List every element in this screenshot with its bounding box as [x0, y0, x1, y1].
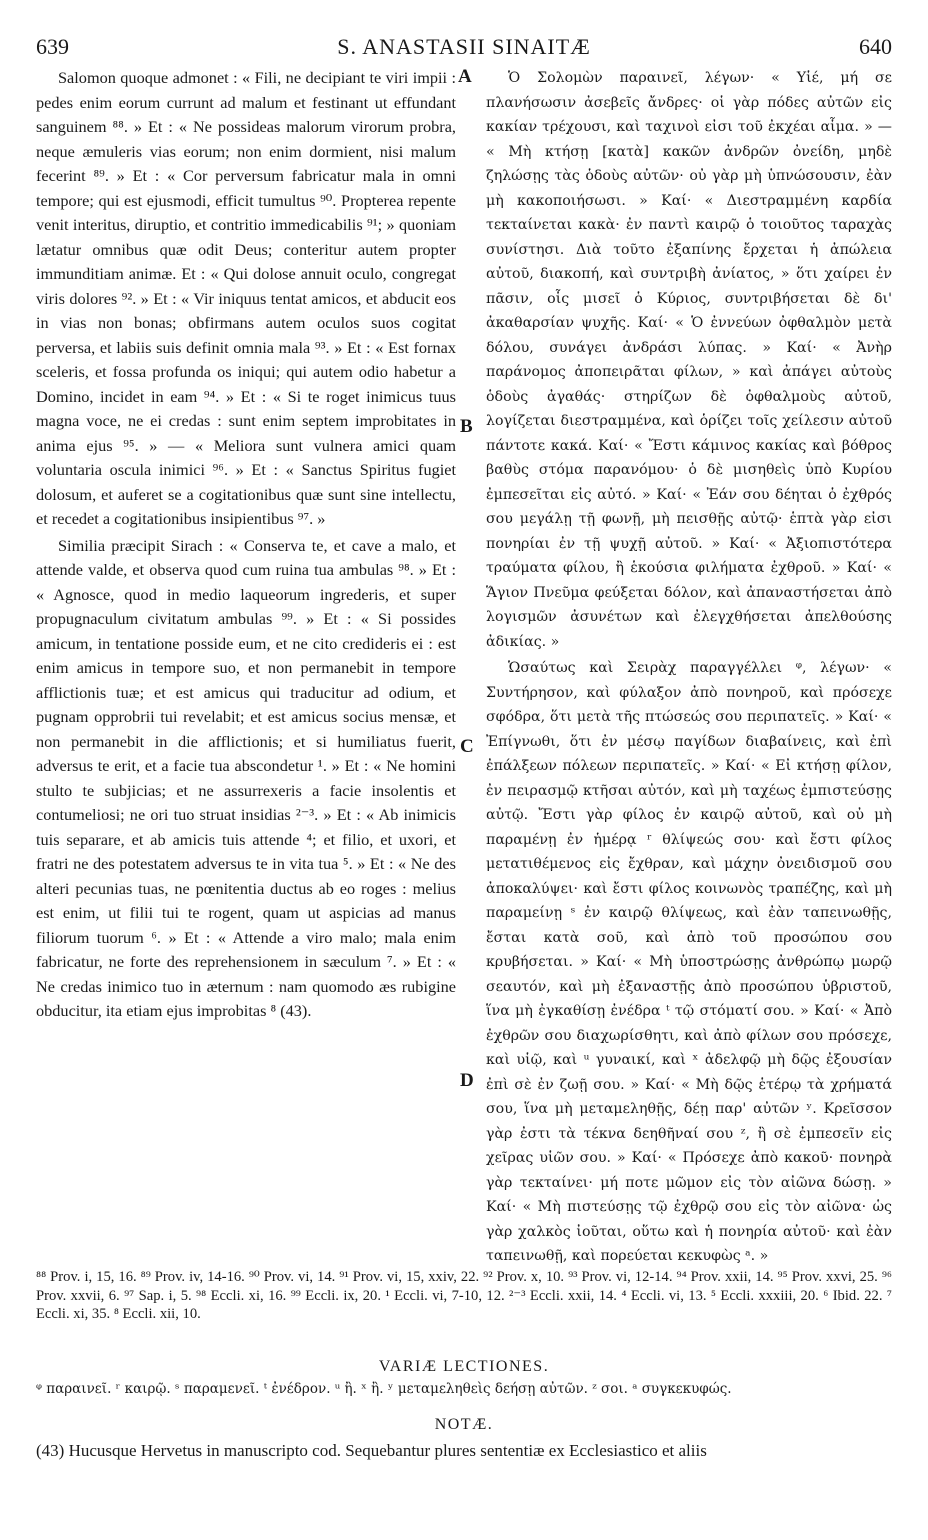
greek-paragraph-1: Ὁ Σολομὼν παραινεῖ, λέγων· « Υἱέ, μή σε πλανήσωσιν ἀσεβεῖς ἄνδρες· οἱ γὰρ πόδες αὐτῶν εἰς κακίαν τρέχουσι, καὶ ταχινοὶ εἰσι τοῦ ἐκχέαι αἷμα. » — « Μὴ κτήσῃ [κατὰ] κακῶν ἀνδρῶν ὀνείδη, μηδὲ ζηλώσῃς τὰς ὁδοὺς αὐτῶν· οὐ γὰρ μὴ ὑπνώσουσιν, ἐὰν μὴ κακοποιήσωσι. » Καί· « Διεστραμμένη καρδία τεκταίνεται κακὰ· ἐν παντὶ καιρῷ ὁ τοιοῦτος ταραχὰς συνίστησι. Διὰ τοῦτο ἐξαπίνης ἔρχεται ἡ ἀπώλεια αὐτοῦ, διακοπή, καὶ συντριβὴ ἀνίατος, » ὅτι χαίρει ἐν πᾶσιν, οἷς μισεῖ ὁ Κύριος, συντριβήσεται δὲ δι' ἀκαθαρσίαν ψυχῆς. Καί· « Ὁ ἐννεύων ὀφθαλμὸν μετὰ δόλου, συνάγει ἀνδράσι λύπας. » Καί· « Ἀνὴρ παράνομος ἀποπειρᾶται φίλων, » καὶ ἀπάγει αὐτοὺς ὁδοὺς ἀγαθάς· στηρίζων δὲ ὀφθαλμοὺς αὐτοῦ, λογίζεται διεστραμμένα, καὶ ὁρίζει τοῖς χείλεσιν αὐτοῦ πάντοτε κακά. Καί· « Ἔστι κάμινος κακίας καὶ βόθρος βαθὺς στόμα παρανόμου· ὁ δὲ μισηθεὶς ὑπὸ Κυρίου ἐμπεσεῖται εἰς αὐτό. » Καί· « Ἐάν σου δέηται ὁ ἐχθρός σου μεγάλῃ τῇ φωνῇ, μὴ πεισθῇς αὐτῷ· ἑπτὰ γὰρ εἰσι πονηρίαι ἐν τῇ ψυχῇ αὐτοῦ. » Καί· « Ἀξιοπιστότερα τραύματα φίλου, ἢ ἑκούσια φιλήματα ἐχθροῦ. » Καί· « Ἅγιον Πνεῦμα φεύξεται δόλον, καὶ ἀπαναστήσεται ἀπὸ λογισμῶν ἀσυνέτων καὶ ἐλεγχθήσεται ἀπελθούσης ἀδικίας. » [486, 70, 892, 650]
greek-column [486, 66, 892, 1269]
latin-paragraph-2: Similia præcipit Sirach : « Conserva te, et cave a malo, et attende valde, et observa quod cum ruina tua ambulas ⁹⁸. » Et : « Agnosce, quod in medio laqueorum ingrederis, et super propugnaculum civitatum ambulas ⁹⁹. » Et : « Si possides amicum, in tentatione posside eum, et ne cito credideris ei : est enim amicus in tempore suo, et non permanebit in tempore afflictionis tuæ; et est amicus qui traducitur ad odium, et pugnam opprobrii tui revelabit; et est amicus socius mensæ, et non permanebit in die afflictionis; et si humiliatus fuerit, adversus te erit, et a facie tua abscondetur ¹. » Et : « Ne homini stulto te subjicias; et ne assurrexeris a facie insolentis et contumeliosi; ne ori tuo struat insidias ²⁻³. » Et : « Ab inimicis tuis separare, et ab amicis tuis attende ⁴; et filio, et uxori, et fratri ne des potestatem adversus te in vita tua ⁵. » Et : « Ne des alteri pecunias tuas, ne pœnitentia ductus ab eo roges : melius est enim, ut filii tui te rogent, quam ut aspicias ad manus filiorum tuorum ⁶. » Et : « Attende a viro malo; mala enim fabricatur, ne forte des reprehensionem in sæculum ⁷. » Et : « Ne credas inimico tuo in æternum : nam quomodo æs rubigine obducitur, ita etiam ejus improbitas ⁸ (43). [36, 535, 456, 1020]
page-number-right: 640 [859, 34, 892, 59]
margin-letter-b: B [460, 416, 473, 437]
running-header [36, 34, 892, 64]
variae-lectiones-text: ᵠ παραινεῖ. ʳ καιρῷ. ˢ παραμενεῖ. ᵗ ἐνέδρον. ᵘ ἢ. ˣ ἢ. ʸ μεταμεληθεὶς δεήσῃ αὐτῶν. ᶻ σοι. ᵃ συγκεκυφώς. [36, 1381, 732, 1397]
notae-heading: NOTÆ. [434, 1416, 494, 1433]
latin-paragraph-1: Salomon quoque admonet : « Fili, ne decipiant te viri impii : pedes enim eorum currunt ad malum et festinant ut effundant sanguinem ⁸⁸. » Et : « Ne possideas malorum virorum probra, neque æmuleris vias eorum; non enim dormient, nisi malum fecerint ⁸⁹. » Et : « Cor perversum fabricatur mala in omni tempore; qui est ejusmodi, efficit tumultus ⁹⁰. Propterea repente venit interitus, diruptio, et contritio immedicabilis ⁹¹; » quoniam lætatur omnibus quæ odit Deus; conteritur autem propter immunditiam animæ. Et : « Qui dolose annuit oculo, congregat viris dolores ⁹². » Et : « Vir iniquus tentat amicos, et abducit eos in vias non bonas; obfirmans autem oculos suos cogitat perversa, et labiis suis definit omnia mala ⁹³. » Et : « Est fornax sceleris, et fossa profunda os iniqui; qui autem odio habetur a Domino, incidet in eam ⁹⁴. » Et : « Si te roget inimicus tuus magna voce, ne ei credas : sunt enim septem improbitates in anima ejus ⁹⁵. » — « Meliora sunt vulnera amici quam voluntaria oscula inimici ⁹⁶. » Et : « Sanctus Spiritus fugiet dolosum, et auferet se a cogitationibus quæ sunt sine intellectu, et recedet a cogitationibus insipientibus ⁹⁷. » [36, 68, 456, 528]
footnotes [36, 1268, 892, 1324]
greek-paragraph-2: Ὡσαύτως καὶ Σειρὰχ παραγγέλλει ᵠ, λέγων· « Συντήρησον, καὶ φύλαξον ἀπὸ πονηροῦ, καὶ πρόσεχε σφόδρα, ὅτι μετὰ τῆς πτώσεώς σου περιπατεῖς. » Καί· « Ἐπίγνωθι, ὅτι ἐν μέσῳ παγίδων διαβαίνεις, καὶ ἐπὶ ἐπάλξεων πόλεων περιπατεῖς. » Καί· « Εἰ κτήσῃ φίλον, ἐν πειρασμῷ κτῆσαι αὐτόν, καὶ μὴ ταχέως ἐμπιστεύσῃς αὐτῷ. Ἔστι γὰρ φίλος ἐν καιρῷ αὐτοῦ, καὶ οὐ μὴ παραμένῃ ἐν ἡμέρᾳ ʳ θλίψεώς σου· καὶ ἔστι φίλος μετατιθέμενος εἰς ἔχθραν, καὶ μάχην ὀνειδισμοῦ σου ἀποκαλύψει· καὶ ἔστι φίλος κοινωνὸς τραπέζης, καὶ μὴ παραμείνῃ ˢ ἐν καιρῷ θλίψεως, καὶ ἐὰν ταπεινωθῇς, ἔσται κατὰ σοῦ, καὶ ἀπὸ τοῦ προσώπου σου κρυβήσεται. » Καί· « Μὴ ὑποστρώσῃς ἀνθρώπῳ μωρῷ σεαυτόν, καὶ μὴ ἐξαναστῇς ἀπὸ προσώπου ὑβριστοῦ, ἵνα μὴ ἐγκαθίσῃ ἐνέδρα ᵗ τῷ στόματί σου. » Καί· « Ἀπὸ ἐχθρῶν σου διαχωρίσθητι, καὶ ἀπὸ φίλων σου πρόσεχε, καὶ υἱῷ, καὶ ᵘ γυναικί, καὶ ˣ ἀδελφῷ μὴ δῷς ἐξουσίαν ἐπὶ σὲ ἐν ζωῇ σου. » Καί· « Μὴ δῷς ἑτέρῳ τὰ χρήματά σου, ἵνα μὴ μεταμεληθῇς, δέῃ παρ' αὐτῶν ʸ. Κρεῖσσον γὰρ ἐστι τὰ τέκνα δεηθῆναί σου ᶻ, ἢ σὲ ἐμπεσεῖν εἰς χεῖρας υἱῶν σου. » Καί· « Πρόσεχε ἀπὸ κακοῦ· πονηρὰ γὰρ τεκταίνει· μή ποτε μῶμον εἰς τὸν αἰῶνα δώσῃ. » Καί· « Μὴ πιστεύσῃς τῷ ἐχθρῷ σου εἰς τὸν αἰῶνα· ὡς γὰρ χαλκὸς ἰοῦται, οὕτω καὶ ἡ πονηρία αὐτοῦ· καὶ ἐὰν ταπεινωθῇ, καὶ πορεύεται κεκυφὼς ᵃ. » [486, 660, 892, 1264]
margin-letter-d: D [460, 1070, 474, 1091]
running-title: S. ANASTASII SINAITÆ [337, 34, 591, 59]
latin-column [36, 66, 456, 1024]
margin-letter-c: C [460, 736, 474, 757]
notae-text: (43) Hucusque Hervetus in manuscripto cod. Sequebantur plures sententiæ ex Ecclesiastico et aliis [36, 1441, 707, 1460]
variae-lectiones-heading: VARIÆ LECTIONES. [378, 1358, 550, 1375]
footnote-references: ⁸⁸ Prov. i, 15, 16. ⁸⁹ Prov. iv, 14-16. ⁹⁰ Prov. vi, 14. ⁹¹ Prov. vi, 15, xxiv, 22. ⁹² Prov. x, 10. ⁹³ Prov. vi, 12-14. ⁹⁴ Prov. xxii, 14. ⁹⁵ Prov. xxvi, 25. ⁹⁶ Prov. xxvii, 6. ⁹⁷ Sap. i, 5. ⁹⁸ Eccli. xi, 16. ⁹⁹ Eccli. ix, 20. ¹ Eccli. vi, 7-10, 12. ²⁻³ Eccli. xxii, 14. ⁴ Eccli. vi, 13. ⁵ Eccli. xxxiii, 20. ⁶ Ibid. 22. ⁷ Eccli. xi, 35. ⁸ Eccli. xii, 10. [36, 1269, 892, 1322]
page-number-left: 639 [36, 34, 69, 59]
margin-letter-a: A [458, 66, 472, 87]
